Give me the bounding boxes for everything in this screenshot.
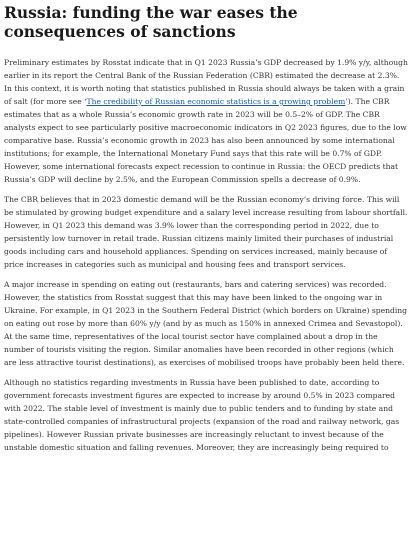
paragraph-gdp-text-after: ’). The CBR estimates that as a whole Russia’s economic growth rate in 2023 will be 0.5–2% of GDP. The CBR analysts expect to see particularly positive macroeconomic indicators in Q2 2023 figures, due to the low comparative base. Russia’s economic growth in 2023 has also been announced by some international institutions; for example, the International Monetary Fund says that this rate will be 0.7% of GDP. However, some international forecasts expect recession to continue in Russia: the OECD predicts that Russia’s GDP will decline by 2.5%, and the European Commission spells a decrease of 0.9%.: [4, 97, 407, 184]
paragraph-gdp: [4, 56, 408, 186]
article-title: Russia: funding the war eases the consequences of sanctions: [4, 3, 298, 41]
paragraph-eating-out: A major increase in spending on eating out (restaurants, bars and catering services) was recorded. However, the statistics from Rosstat suggest that this may have been linked to the ongoing war in Ukraine. For example, in Q1 2023 in the Southern Federal District (which borders on Ukraine) spending on eating out rose by more than 60% y/y (and by as much as 150% in annexed Crimea and Sevastopol). At the same time, representatives of the local tourist sector have complained about a drop in the number of tourists visiting the region. Similar anomalies have been recorded in other regions (which are less attractive tourist destinations), as exercises of mobilised troops have probably been held there.: [4, 280, 407, 367]
credibility-article-link[interactable]: The credibility of Russian economic statistics is a growing problem: [86, 97, 346, 106]
paragraph-gdp-text-before: Preliminary estimates by Rosstat indicate that in Q1 2023 Russia’s GDP decreased by 1.9% y/y, although earlier in its report the Central Bank of the Russian Federation (CBR) estimated the decrease at 2.3%. In this context, it is worth noting that statistics published in Russia should always be taken with a grain of salt (for more see ‘: [4, 58, 408, 106]
paragraph-investments: Although no statistics regarding investments in Russia have been published to date, according to government forecasts investment figures are expected to increase by around 0.5% in 2023 compared with 2022. The stable level of investment is mainly due to public tenders and to funding by state and state-controlled companies of infrastructural projects (expansion of the road and railway network, gas pipelines). However Russian private businesses are increasingly reluctant to invest because of the unstable domestic situation and falling revenues. Moreover, they are increasingly being required to: [4, 378, 400, 452]
paragraph-domestic-demand: The CBR believes that in 2023 domestic demand will be the Russian economy’s driving force. This will be stimulated by growing budget expenditure and a salary level increase resulting from labour shortfall. However, in Q1 2023 this demand was 3.9% lower than the corresponding period in 2022, due to persistently low turnover in retail trade. Russian citizens mainly limited their purchases of industrial goods including cars and household appliances. Spending on services increased, mainly because of price increases in categories such as municipal and housing fees and transport services.: [4, 195, 408, 269]
